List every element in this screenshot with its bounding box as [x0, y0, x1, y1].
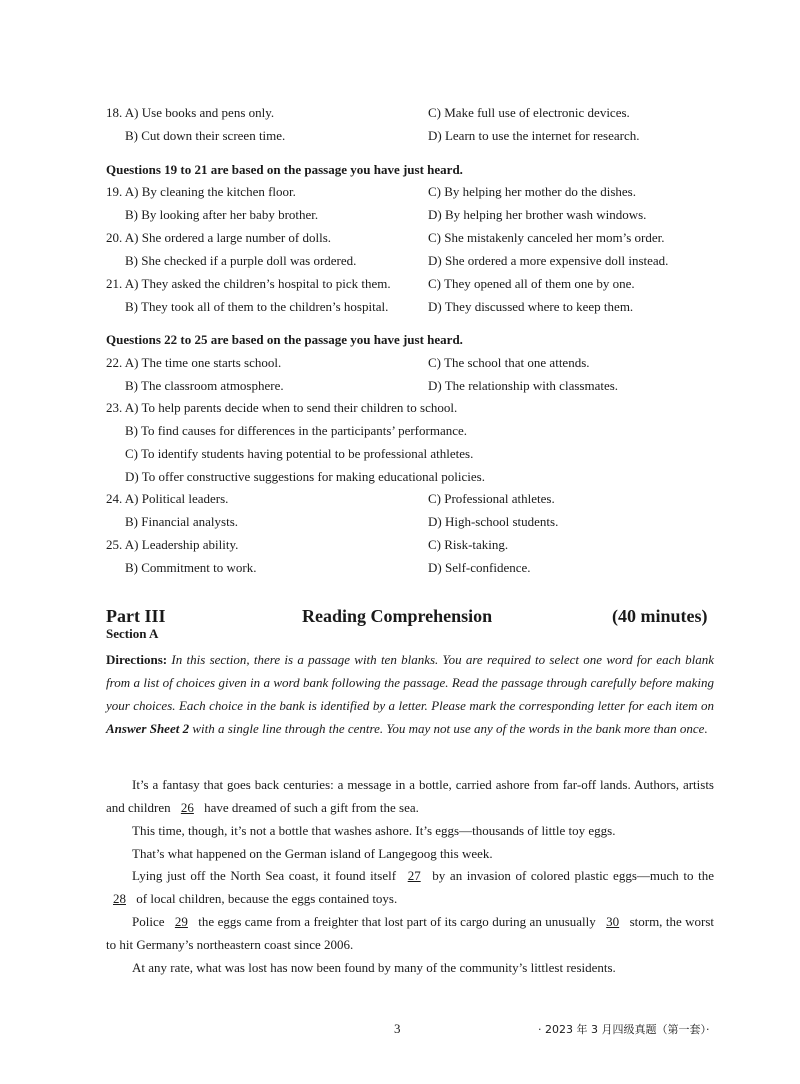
question-19-row-1 — [0, 182, 800, 202]
question-24-row-2 — [0, 512, 800, 532]
blank-28: 28 — [113, 891, 126, 906]
passage-paragraph-4 — [106, 864, 714, 910]
q20-option-c: C) She mistakenly canceled her mom’s order. — [428, 230, 665, 245]
q24-option-a: 24. A) Political leaders. — [106, 491, 229, 506]
q21-option-b: B) They took all of them to the children’s hospital. — [125, 299, 389, 314]
question-23-row-4 — [0, 467, 800, 487]
blank-26: 26 — [180, 800, 194, 815]
passage-text: It’s a fantasy that goes back centuries: a message in a bottle, carried ashore from far-off lands. Authors, artists and children — [106, 777, 714, 815]
q23-option-c: C) To identify students having potential to be professional athletes. — [125, 446, 474, 461]
question-20-row-2 — [0, 251, 800, 271]
passage-text: of local children, because the eggs contained toys. — [133, 891, 398, 906]
directions-label: Directions: — [106, 652, 168, 667]
q18-option-d: D) Learn to use the internet for research. — [428, 128, 640, 143]
question-22-row-2 — [0, 376, 800, 396]
passage-text: by an invasion of colored plastic eggs—much to the — [427, 868, 714, 883]
q24-option-d: D) High-school students. — [428, 514, 559, 529]
part-time: (40 minutes) — [612, 606, 708, 626]
passage-paragraph-5 — [106, 910, 714, 956]
q20-option-a: 20. A) She ordered a large number of dolls. — [106, 230, 332, 245]
heading-19-21-row — [0, 160, 800, 180]
directions-paragraph — [106, 648, 714, 740]
question-25-row-2 — [0, 558, 800, 578]
q18-option-a: 18. A) Use books and pens only. — [106, 105, 275, 120]
passage-paragraph-2 — [106, 819, 714, 842]
directions-text-2: with a single line through the centre. You may not use any of the words in the bank more than once. — [189, 721, 708, 736]
question-23-row-1 — [0, 398, 800, 418]
passage-paragraph-3 — [106, 842, 714, 865]
q21-option-a: 21. A) They asked the children’s hospital to pick them. — [106, 276, 391, 291]
passage-paragraph-6 — [106, 956, 714, 979]
q25-option-c: C) Risk-taking. — [428, 537, 509, 552]
q19-option-b: B) By looking after her baby brother. — [125, 207, 319, 222]
question-22-row-1 — [0, 353, 800, 373]
q19-option-d: D) By helping her brother wash windows. — [428, 207, 647, 222]
part-title: Reading Comprehension — [302, 606, 493, 626]
passage-paragraph-1 — [106, 773, 714, 819]
question-23-row-3 — [0, 444, 800, 464]
question-21-row-1 — [0, 274, 800, 294]
q25-option-a: 25. A) Leadership ability. — [106, 537, 239, 552]
question-19-row-2 — [0, 205, 800, 225]
q24-option-c: C) Professional athletes. — [428, 491, 555, 506]
question-18-row-1 — [0, 103, 800, 123]
q18-option-c: C) Make full use of electronic devices. — [428, 105, 630, 120]
heading-19-21: Questions 19 to 21 are based on the passage you have just heard. — [106, 162, 463, 177]
blank-29: 29 — [174, 914, 188, 929]
q24-option-b: B) Financial analysts. — [125, 514, 239, 529]
q22-option-a: 22. A) The time one starts school. — [106, 355, 282, 370]
heading-22-25: Questions 22 to 25 are based on the passage you have just heard. — [106, 332, 463, 347]
directions-text-1: In this section, there is a passage with ten blanks. You are required to select one word for each blank from a list of choices given in a word bank following the passage. Read the passage through carefully before making your choices. Each choice in the bank is identified by a letter. Please mark the corresponding letter for each item on — [106, 652, 714, 713]
q20-option-d: D) She ordered a more expensive doll instead. — [428, 253, 669, 268]
answer-sheet-ref: Answer Sheet 2 — [106, 721, 190, 736]
heading-22-25-row — [0, 330, 800, 350]
question-18-row-2 — [0, 126, 800, 146]
passage-text: the eggs came from a freighter that lost part of its cargo during an unusually — [194, 914, 600, 929]
question-25-row-1 — [0, 535, 800, 555]
section-label: Section A — [106, 626, 159, 641]
question-21-row-2 — [0, 297, 800, 317]
q23-option-b: B) To find causes for differences in the participants’ performance. — [125, 423, 468, 438]
q18-option-b: B) Cut down their screen time. — [125, 128, 286, 143]
blank-30: 30 — [606, 914, 620, 929]
q22-option-b: B) The classroom atmosphere. — [125, 378, 284, 393]
passage-text: This time, though, it’s not a bottle that washes ashore. It’s eggs—thousands of little toy eggs. — [132, 823, 616, 838]
q22-option-c: C) The school that one attends. — [428, 355, 590, 370]
passage-text: At any rate, what was lost has now been found by many of the community’s littlest residents. — [132, 960, 616, 975]
page-number: 3 — [394, 1021, 401, 1036]
part-label: Part III — [106, 606, 166, 626]
q25-option-d: D) Self-confidence. — [428, 560, 531, 575]
passage-text: Lying just off the North Sea coast, it found itself — [132, 868, 401, 883]
passage-text: have dreamed of such a gift from the sea. — [200, 800, 419, 815]
q19-option-c: C) By helping her mother do the dishes. — [428, 184, 636, 199]
q25-option-b: B) Commitment to work. — [125, 560, 257, 575]
q21-option-d: D) They discussed where to keep them. — [428, 299, 634, 314]
question-23-row-2 — [0, 421, 800, 441]
q20-option-b: B) She checked if a purple doll was ordered. — [125, 253, 357, 268]
passage-text: That’s what happened on the German island of Langegoog this week. — [132, 846, 493, 861]
q22-option-d: D) The relationship with classmates. — [428, 378, 619, 393]
footer-source: · 2023 年 3 月四级真题（第一套）· — [538, 1023, 710, 1036]
question-24-row-1 — [0, 489, 800, 509]
passage-text: storm, the worst to hit Germany’s northeastern coast since 2006. — [106, 914, 714, 952]
q23-option-a: 23. A) To help parents decide when to send their children to school. — [106, 400, 458, 415]
q23-option-d: D) To offer constructive suggestions for making educational policies. — [125, 469, 485, 484]
question-20-row-1 — [0, 228, 800, 248]
q21-option-c: C) They opened all of them one by one. — [428, 276, 635, 291]
q19-option-a: 19. A) By cleaning the kitchen floor. — [106, 184, 296, 199]
blank-27: 27 — [407, 868, 421, 883]
passage-text: Police — [132, 914, 168, 929]
